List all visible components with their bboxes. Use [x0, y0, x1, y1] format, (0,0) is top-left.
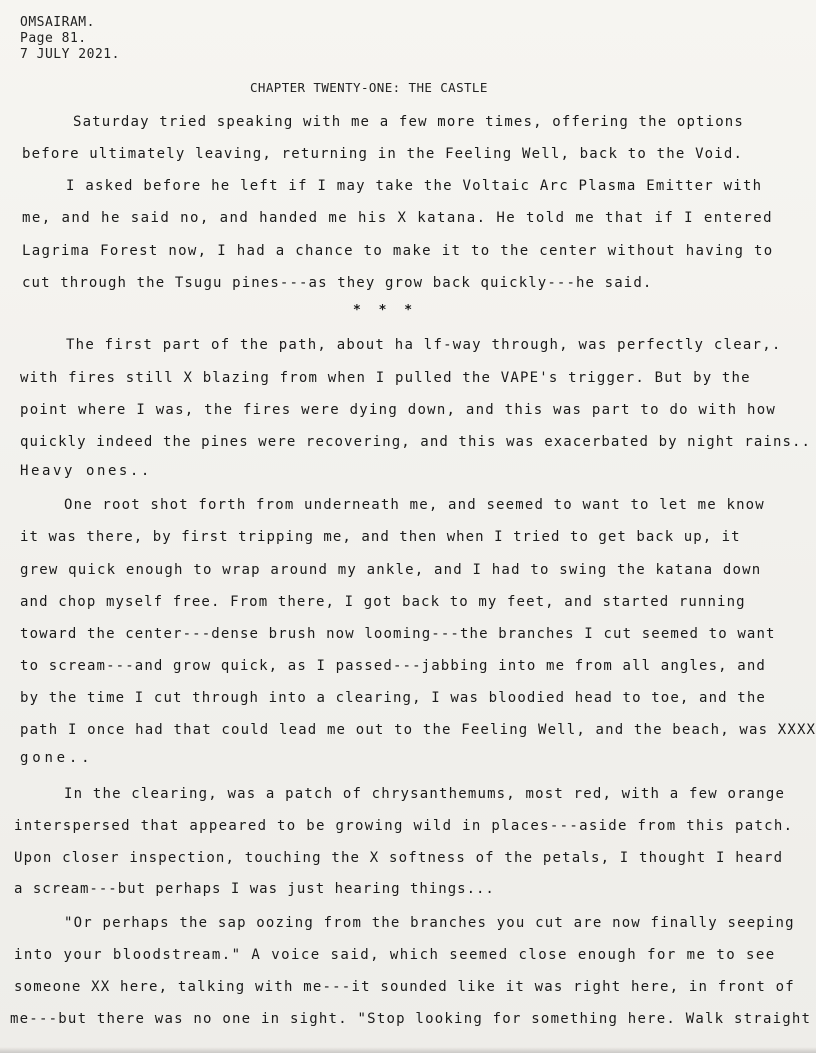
text-line: path I once had that could lead me out to the Feeling Well, and the beach, was XXXX: [20, 722, 816, 738]
text-line: Heavy ones..: [20, 463, 152, 479]
header-date: 7 JULY 2021.: [20, 47, 120, 62]
text-line: into your bloodstream." A voice said, which seemed close enough for me to see: [14, 947, 776, 963]
text-line: with fires still X blazing from when I pulled the VAPE's trigger. But by the: [20, 370, 751, 386]
text-line: toward the center---dense brush now looming---the branches I cut seemed to want: [20, 626, 776, 642]
section-separator: * * *: [353, 303, 418, 318]
text-line: In the clearing, was a patch of chrysanthemums, most red, with a few orange: [64, 786, 786, 802]
text-line: me---but there was no one in sight. "Stop looking for something here. Walk straight: [10, 1011, 812, 1027]
text-line: interspersed that appeared to be growing wild in places---aside from this patch.: [14, 818, 794, 834]
text-line: Upon closer inspection, touching the X softness of the petals, I thought I heard: [14, 850, 784, 866]
text-line: and chop myself free. From there, I got back to my feet, and started running: [20, 594, 746, 610]
text-line: point where I was, the fires were dying down, and this was part to do with how: [20, 402, 777, 418]
text-line: to scream---and grow quick, as I passed---jabbing into me from all angles, and: [20, 658, 766, 674]
text-line: before ultimately leaving, returning in the Feeling Well, back to the Void.: [22, 146, 744, 162]
text-line: One root shot forth from underneath me, and seemed to want to let me know: [64, 497, 765, 513]
text-line: cut through the Tsugu pines---as they grow back quickly---he said.: [22, 275, 653, 291]
text-line: Saturday tried speaking with me a few more times, offering the options: [73, 114, 744, 130]
text-line: by the time I cut through into a clearing, I was bloodied head to toe, and the: [20, 690, 766, 706]
header-page-number: Page 81.: [20, 31, 87, 46]
header-author: OMSAIRAM.: [20, 15, 95, 30]
text-line: someone XX here, talking with me---it sounded like it was right here, in front of: [14, 979, 795, 995]
text-line: gone..: [20, 750, 94, 766]
text-line: Lagrima Forest now, I had a chance to make it to the center without having to: [22, 243, 774, 259]
chapter-title: CHAPTER TWENTY-ONE: THE CASTLE: [250, 80, 488, 95]
text-line: The first part of the path, about ha lf-way through, was perfectly clear,.: [66, 337, 782, 353]
text-line: "Or perhaps the sap oozing from the branches you cut are now finally seeping: [64, 915, 795, 931]
text-line: quickly indeed the pines were recovering, and this was exacerbated by night rains..: [20, 434, 812, 450]
text-line: it was there, by first tripping me, and then when I tried to get back up, it: [20, 529, 741, 545]
text-line: me, and he said no, and handed me his X katana. He told me that if I entered: [22, 210, 774, 226]
page-bottom-shadow: [0, 1047, 816, 1053]
text-line: I asked before he left if I may take the Voltaic Arc Plasma Emitter with: [66, 178, 763, 194]
text-line: a scream---but perhaps I was just hearing things...: [14, 881, 495, 897]
text-line: grew quick enough to wrap around my ankle, and I had to swing the katana down: [20, 562, 762, 578]
